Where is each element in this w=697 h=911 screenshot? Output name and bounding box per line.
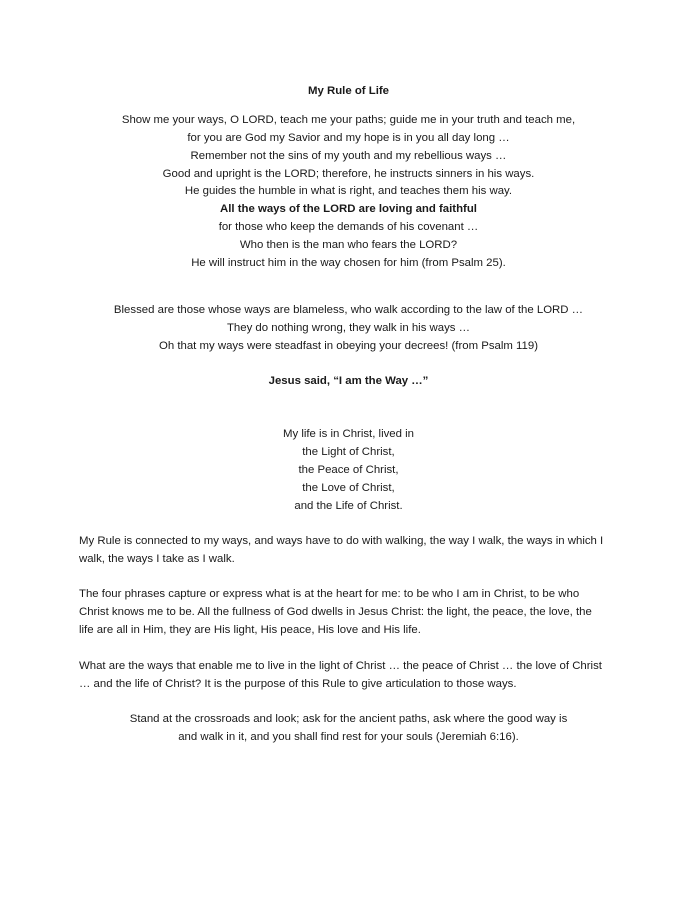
psalm119-line-3: Oh that my ways were steadfast in obeying your decrees! (from Psalm 119) [158,340,538,352]
psalm119-line-2: They do nothing wrong, they walk in his ways … [226,322,471,334]
paragraph2-line-1: The four phrases capture or express what is at the heart for me: to be who I am in Christ, to be who [79,588,580,600]
jeremiah-line-2: and walk in it, and you shall find rest for your souls (Jeremiah 6:16). [178,731,519,743]
jesus-said-heading: Jesus said, “I am the Way …” [268,375,429,387]
christ-line-2: the Light of Christ, [302,446,395,458]
paragraph3-line-2: … and the life of Christ? It is the purpose of this Rule to give articulation to those ways. [79,678,517,690]
jeremiah-line-1: Stand at the crossroads and look; ask for the ancient paths, ask where the good way is [129,713,568,725]
christ-line-3: the Peace of Christ, [298,464,399,476]
psalm25-line-2: for you are God my Savior and my hope is in you all day long … [187,132,510,144]
psalm25-line-8: Who then is the man who fears the LORD? [239,239,458,251]
paragraph1-line-1: My Rule is connected to my ways, and ways have to do with walking, the way I walk, the ways in which I [79,535,604,547]
psalm25-line-7: for those who keep the demands of his covenant … [218,221,479,233]
psalm119-line-1: Blessed are those whose ways are blameless, who walk according to the law of the LORD … [113,304,584,316]
psalm25-line-5: He guides the humble in what is right, and teaches them his way. [184,185,513,197]
page-title: My Rule of Life [307,85,389,97]
paragraph2-line-3: life are all in Him, they are His light, His peace, His love and His life. [79,624,421,636]
paragraph2-line-2: Christ knows me to be. All the fullness of God dwells in Jesus Christ: the light, the peace, the love, the [79,606,592,618]
christ-line-5: and the Life of Christ. [294,500,403,512]
psalm25-line-9: He will instruct him in the way chosen for him (from Psalm 25). [191,257,506,269]
psalm25-line-1: Show me your ways, O LORD, teach me your paths; guide me in your truth and teach me, [121,114,576,126]
christ-line-1: My life is in Christ, lived in [282,428,415,440]
paragraph1-line-2: walk, the ways I take as I walk. [79,553,235,565]
psalm25-line-6: All the ways of the LORD are loving and faithful [220,203,477,215]
psalm25-line-4: Good and upright is the LORD; therefore, he instructs sinners in his ways. [162,168,535,180]
psalm25-line-3: Remember not the sins of my youth and my rebellious ways … [190,150,507,162]
paragraph3-line-1: What are the ways that enable me to live in the light of Christ … the peace of Christ … the love of Christ [79,660,602,672]
christ-line-4: the Love of Christ, [302,482,395,494]
